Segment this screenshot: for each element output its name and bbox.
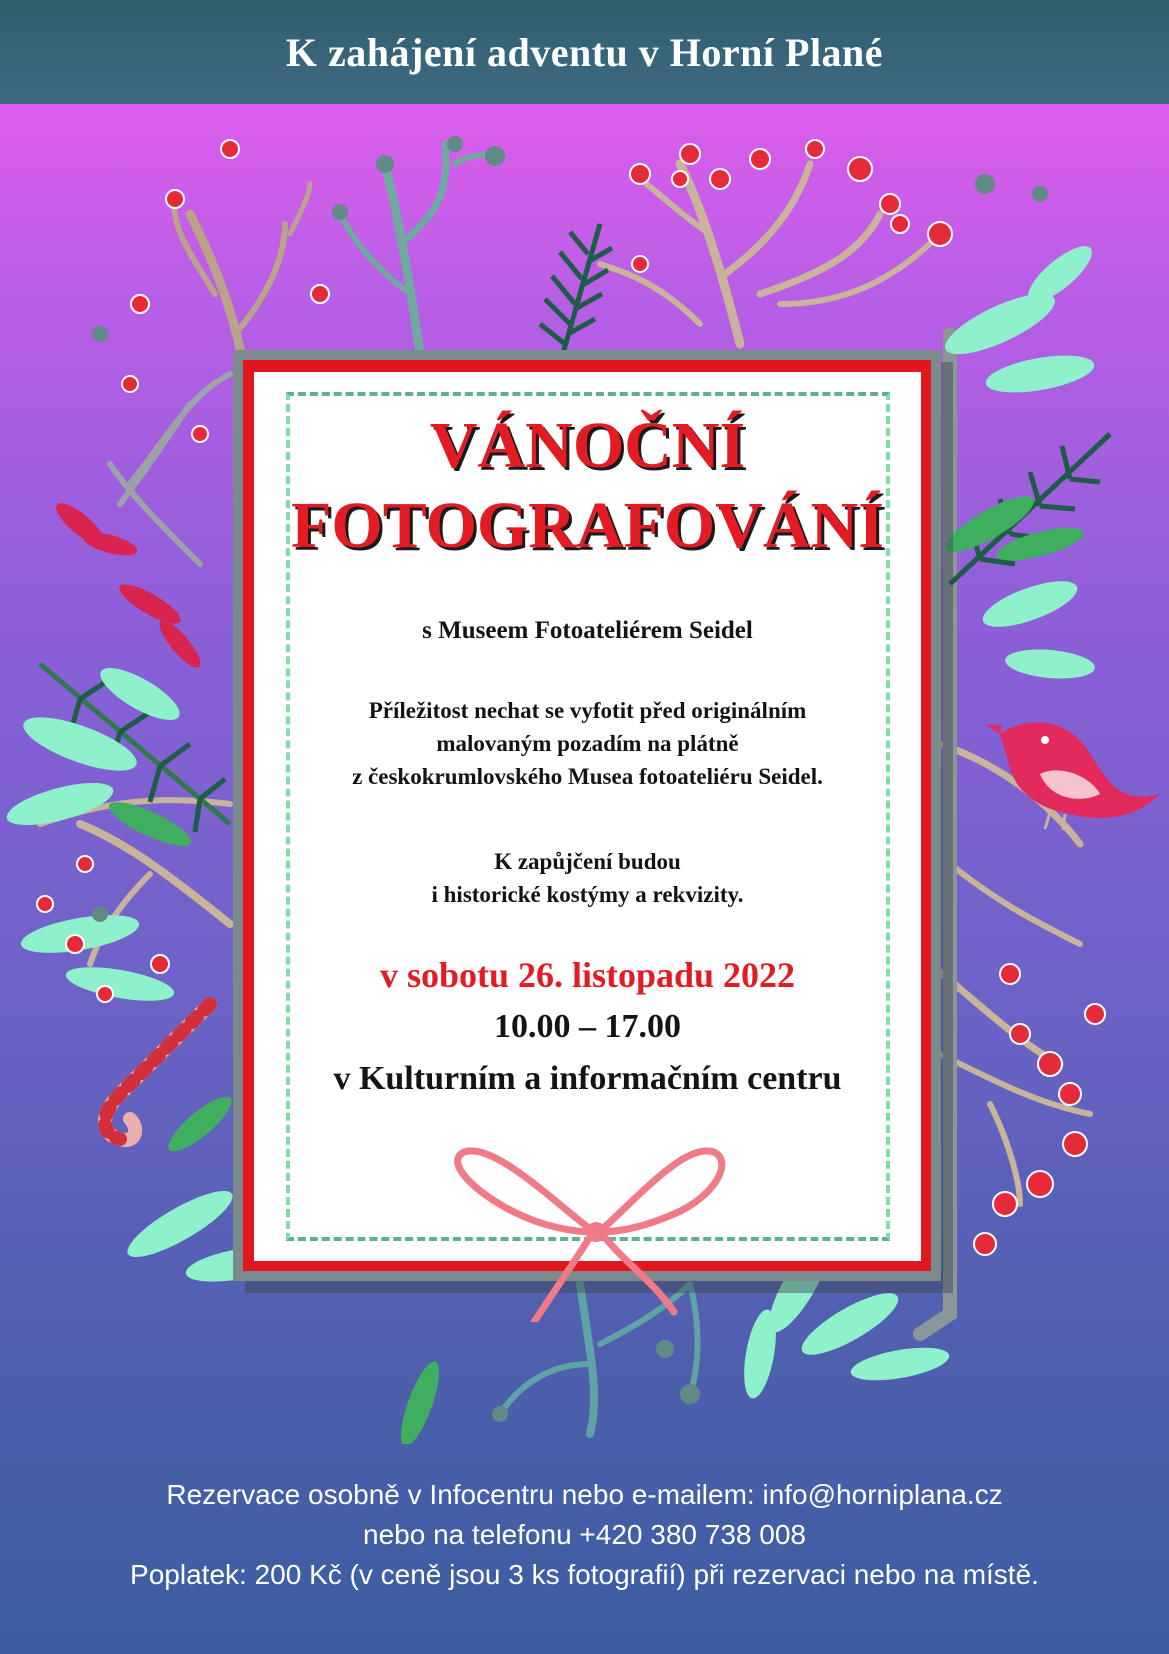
- subtitle: s Museem Fotoateliérem Seidel: [422, 617, 753, 644]
- extras: [254, 845, 921, 911]
- extras-line: K zapůjčení budou: [494, 849, 681, 874]
- header-title: K zahájení adventu v Horní Plané: [285, 29, 884, 75]
- description: [254, 694, 921, 793]
- description-line: z českokrumlovského Musea fotoateliéru Seidel.: [352, 764, 823, 789]
- footer-line-phone: nebo na telefonu +420 380 738 008: [363, 1519, 806, 1550]
- ribbon-bow-icon: [434, 1122, 764, 1322]
- description-line: Příležitost nechat se vyfotit před originálním: [368, 698, 807, 723]
- event-time: 10.00 – 17.00: [494, 1008, 681, 1045]
- footer-line-fee: Poplatek: 200 Kč (v ceně jsou 3 ks fotografií) při rezervaci nebo na místě.: [130, 1559, 1039, 1590]
- footer-line-reservation: Rezervace osobně v Infocentru nebo e-mailem: info@horniplana.cz: [166, 1479, 1003, 1510]
- title-line-1: VÁNOČNÍ: [429, 409, 746, 482]
- footer: [0, 1475, 1169, 1595]
- event-venue: v Kulturním a informačním centru: [333, 1060, 842, 1097]
- description-line: malovaným pozadím na plátně: [436, 731, 739, 756]
- extras-line: i historické kostýmy a rekvizity.: [431, 882, 744, 907]
- poster-content: [254, 372, 921, 1261]
- header-bar: [0, 0, 1169, 104]
- event-date: v sobotu 26. listopadu 2022: [379, 955, 796, 995]
- title-line-2: FOTOGRAFOVÁNÍ: [291, 489, 884, 562]
